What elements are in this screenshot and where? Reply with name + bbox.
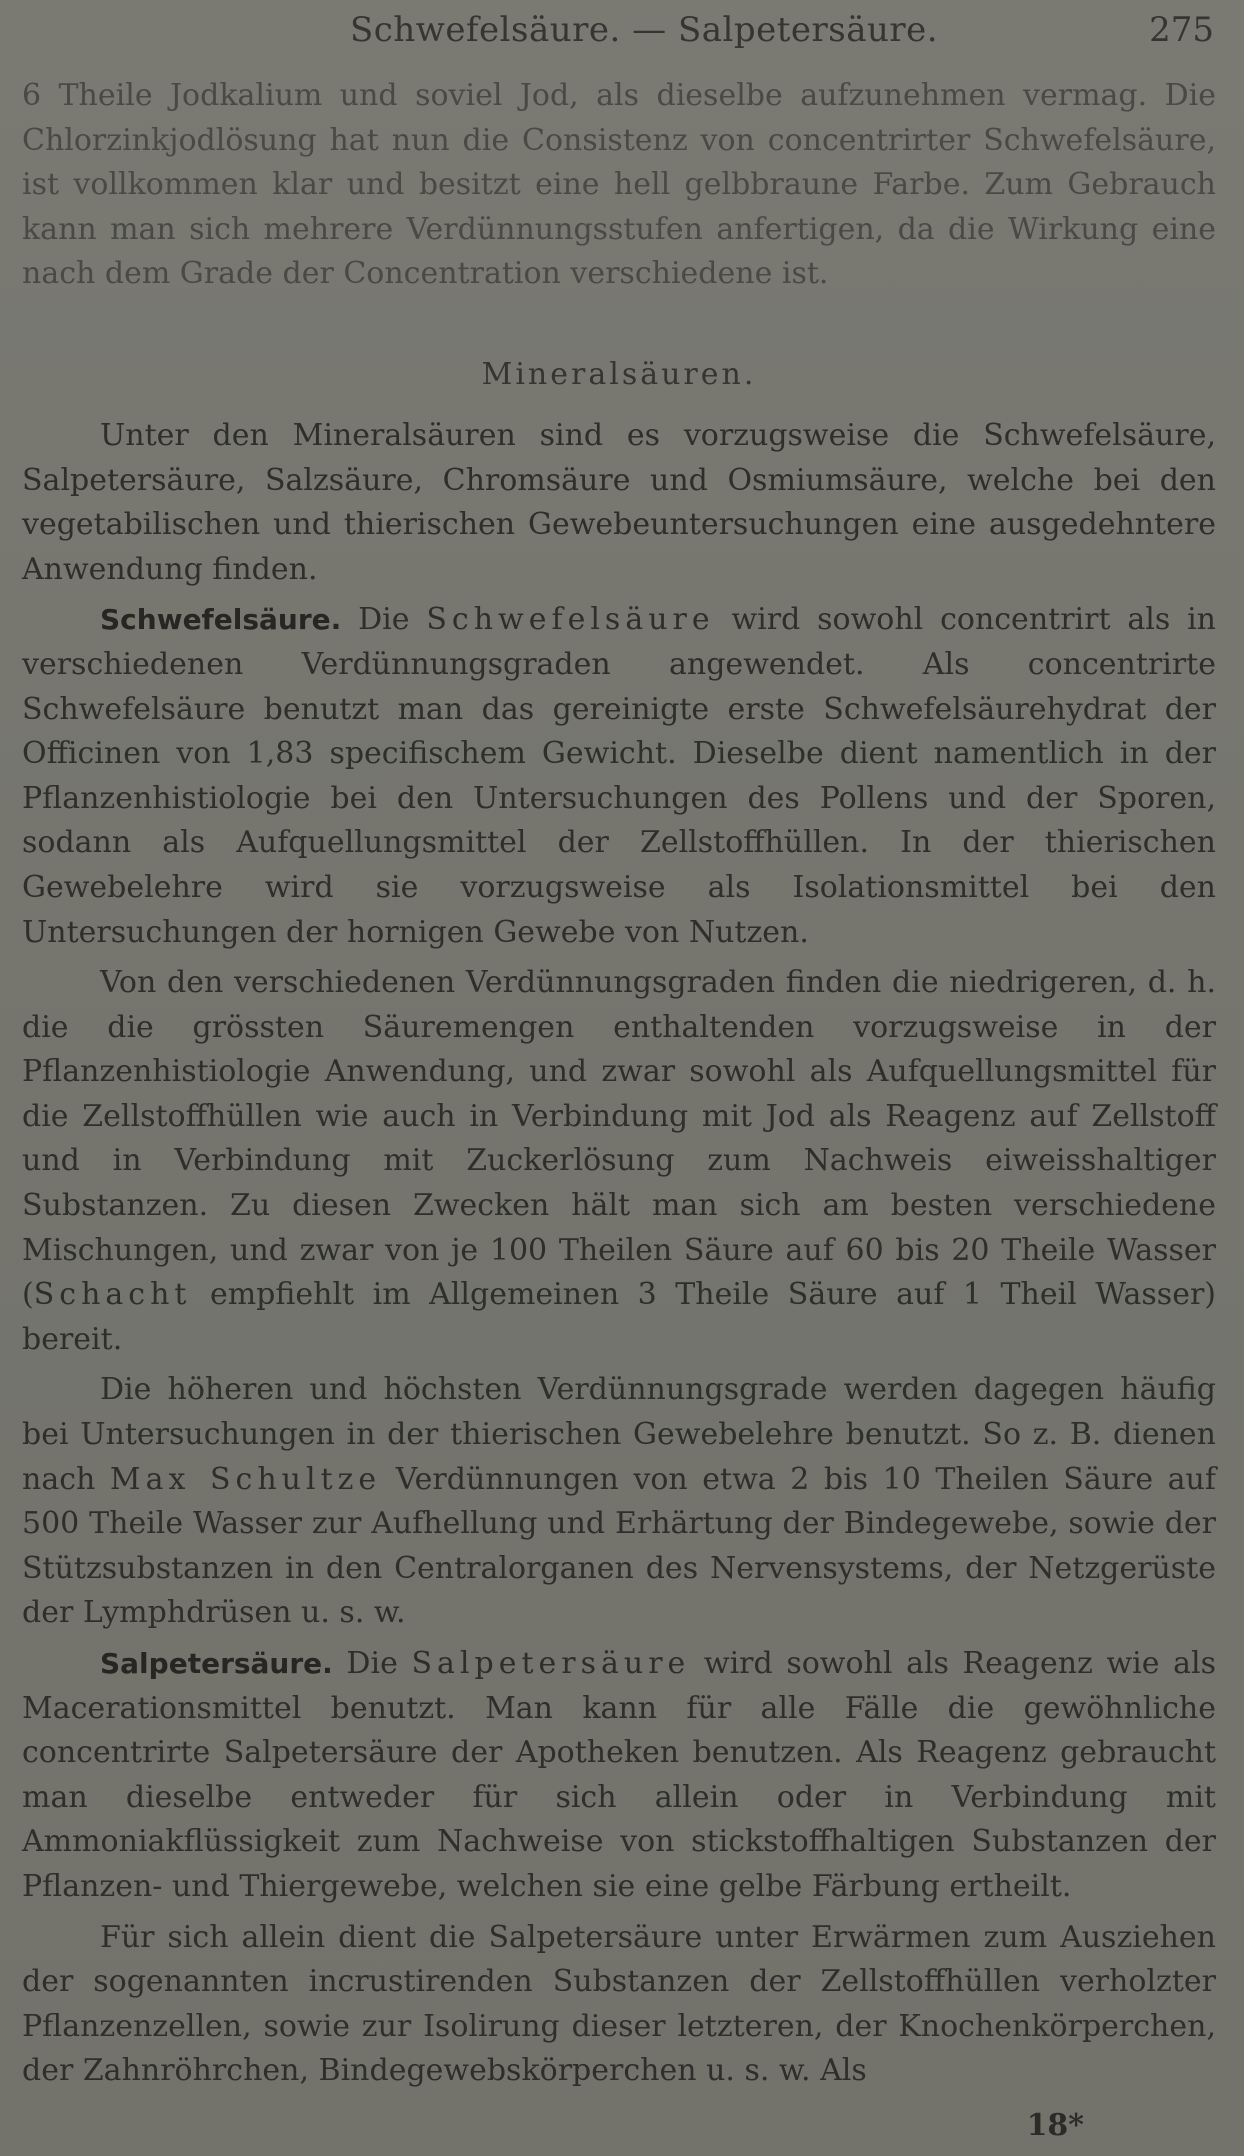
term-salpetersaeure: Salpetersäure. [100,1647,333,1680]
paragraph-continued: 6 Theile Jodkalium und soviel Jod, als dieselbe aufzunehmen vermag. Die Chlorzinkjodlösung hat nun die Consistenz von concentrirter Schwefelsäure, ist vollkommen klar und besitzt eine hell gelbbraune Farbe. Zum Gebrauch kann man sich mehrere Verdünnungsstufen anfertigen, da die Wirkung eine nach dem Grade der Concentration verschiedene ist. [22,78,1216,292]
paragraph-salpetersaeure [22,1642,1216,1910]
text-run: empfiehlt im Allgemeinen 3 Theile Säure auf 1 Theil Wasser) bereit. [22,1277,1216,1357]
page-header [0,6,1244,58]
page-number: 275 [1149,10,1214,50]
paragraph-hoehere-grade [22,1368,1216,1636]
paragraph-schwefelsaeure [22,598,1216,955]
body-text [22,74,1216,2094]
text-run: wird sowohl concentrirt als in verschiedenen Verdünnungsgraden angewendet. Als concentrirte Schwefelsäure benutzt man das gereinigte erste Schwefelsäurehydrat der Officinen von 1,83 specifischem Gewicht. Dieselbe dient namentlich in der Pflanzenhistiologie bei den Untersuchungen des Pollens und der Sporen, sodann als Aufquellungsmittel der Zellstoffhüllen. In der thierischen Gewebelehre wird sie vorzugsweise als Isolationsmittel bei den Untersuchungen der hornigen Gewebe von Nutzen. [22,602,1216,950]
term-schwefelsaeure: Schwefelsäure. [100,603,342,637]
author-name-schacht: Schacht [33,1277,192,1313]
paragraph-verduennungsgrade [22,961,1216,1362]
paragraph-fuer-sich-allein: Für sich allein dient die Salpetersäure unter Erwärmen zum Ausziehen der sogenannten incrustirenden Substanzen der Zellstoffhüllen verholzter Pflanzenzellen, sowie zur Isolirung dieser letzteren, der Knochenkörperchen, der Zahnröhrchen, Bindegewebskörperchen u. s. w. Als [22,1919,1216,2089]
running-title: Schwefelsäure. — Salpetersäure. [350,10,939,50]
section-title: Mineralsäuren. [481,356,757,392]
text-run: Verdünnungen von etwa 2 bis 10 Theilen Säure auf 500 Theile Wasser zur Aufhellung und Erhärtung der Bindegewebe, sowie der Stützsubstanzen in den Centralorganen des Nervensystems, der Netzgerüste der Lymphdrüsen u. s. w. [22,1461,1216,1631]
sheet-signature: 18* [1026,2108,1084,2143]
text-run: Von den verschiedenen Verdünnungsgraden finden die niedrigeren, d. h. die die grössten Säuremengen enthaltenden vorzugsweise in der Pflanzenhistiologie Anwendung, und zwar sowohl als Aufquellungsmittel für die Zellstoffhüllen wie auch in Verbindung mit Jod als Reagenz auf Zellstoff und in Verbindung mit Zuckerlösung zum Nachweis eiweisshaltiger Substanzen. Zu diesen Zwecken hält man sich am besten verschiedene Mischungen, und zwar von je 100 Theilen Säure auf 60 bis 20 Theile Wasser ( [22,965,1216,1313]
text-run: Die [332,1646,412,1681]
text-run: wird sowohl als Reagenz wie als Macerationsmittel benutzt. Man kann für alle Fälle die gewöhnliche concentrirte Salpetersäure der Apotheken benutzen. Als Reagenz gebraucht man dieselbe entweder für sich allein oder in Verbindung mit Ammoniakflüssigkeit zum Nachweise von stickstoffhaltigen Substanzen der Pflanzen- und Thiergewebe, welchen sie eine gelbe Färbung ertheilt. [22,1646,1216,1904]
author-name-schultze: Max Schultze [109,1461,382,1497]
spaced-word: Schwefelsäure [426,602,715,638]
paragraph-mineralsaeuren: Unter den Mineralsäuren sind es vorzugsweise die Schwefelsäure, Salpetersäure, Salzsäure, Chromsäure und Osmiumsäure, welche bei den vegetabilischen und thierischen Gewebeuntersuchungen eine ausgedehntere Anwendung finden. [22,417,1216,587]
text-run: Die [341,602,427,638]
spaced-word: Salpetersäure [411,1646,691,1681]
text-run: Die höheren und höchsten Verdünnungsgrade werden dagegen häufig bei Untersuchungen in der thierischen Gewebelehre benutzt. So z. B. dienen nach [22,1372,1216,1497]
